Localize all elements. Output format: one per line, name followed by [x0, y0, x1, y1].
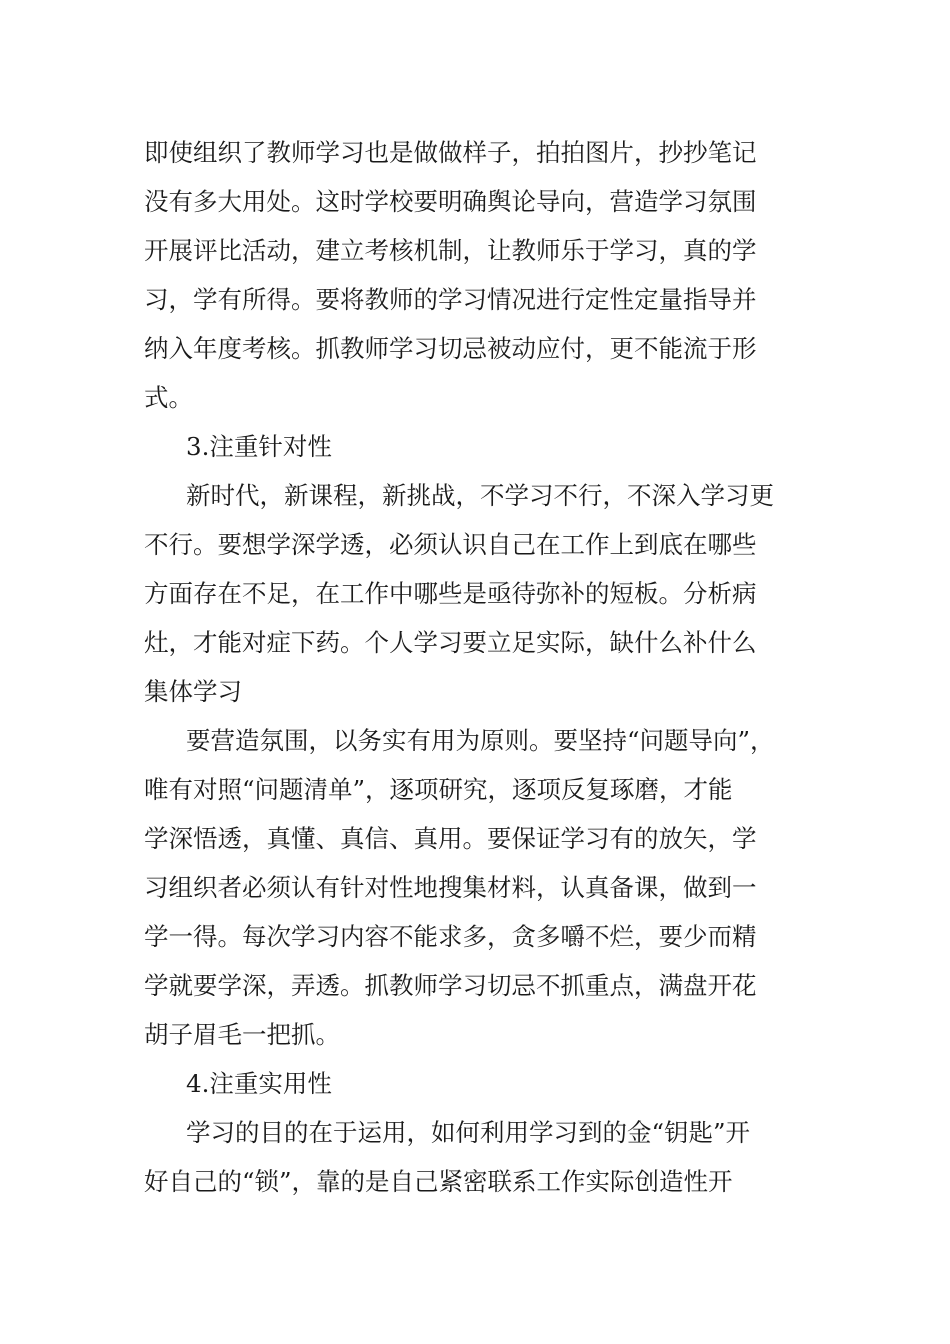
text-line: 不行。要想学深学透，必须认识自己在工作上到底在哪些 — [144, 530, 757, 559]
text-line: 习组织者必须认有针对性地搜集材料，认真备课，做到一 — [144, 873, 757, 902]
text-line: 方面存在不足，在工作中哪些是亟待弥补的短板。分析病 — [144, 579, 757, 608]
text-line: 好自己的“锁”，靠的是自己紧密联系工作实际创造性开 — [144, 1167, 733, 1196]
text-line: 没有多大用处。这时学校要明确舆论导向，营造学习氛围 — [144, 187, 757, 216]
text-line: 新时代，新课程，新挑战，不学习不行，不深入学习更 — [186, 481, 774, 510]
text-line: 学习的目的在于运用，如何利用学习到的金“钥匙”开 — [186, 1118, 751, 1147]
section-heading: 3.注重针对性 — [186, 432, 332, 461]
text-line: 要营造氛围，以务实有用为原则。要坚持“问题导向”， — [186, 726, 775, 755]
document-body — [144, 128, 824, 1206]
text-line: 学一得。每次学习内容不能求多，贪多嚼不烂，要少而精 — [144, 922, 757, 951]
text-line: 式。 — [144, 383, 193, 412]
text-line: 学就要学深，弄透。抓教师学习切忌不抓重点，满盘开花 — [144, 971, 757, 1000]
text-line: 唯有对照“问题清单”，逐项研究，逐项反复琢磨，才能 — [144, 775, 733, 804]
text-line: 开展评比活动，建立考核机制，让教师乐于学习，真的学 — [144, 236, 757, 265]
text-line: 灶，才能对症下药。个人学习要立足实际，缺什么补什么 — [144, 628, 757, 657]
text-line: 集体学习 — [144, 677, 242, 706]
text-line: 学深悟透，真懂、真信、真用。要保证学习有的放矢，学 — [144, 824, 757, 853]
text-line: 胡子眉毛一把抓。 — [144, 1020, 340, 1049]
text-line: 即使组织了教师学习也是做做样子，拍拍图片，抄抄笔记 — [144, 138, 757, 167]
text-line: 习，学有所得。要将教师的学习情况进行定性定量指导并 — [144, 285, 757, 314]
section-heading: 4.注重实用性 — [186, 1069, 332, 1098]
text-line: 纳入年度考核。抓教师学习切忌被动应付，更不能流于形 — [144, 334, 757, 363]
